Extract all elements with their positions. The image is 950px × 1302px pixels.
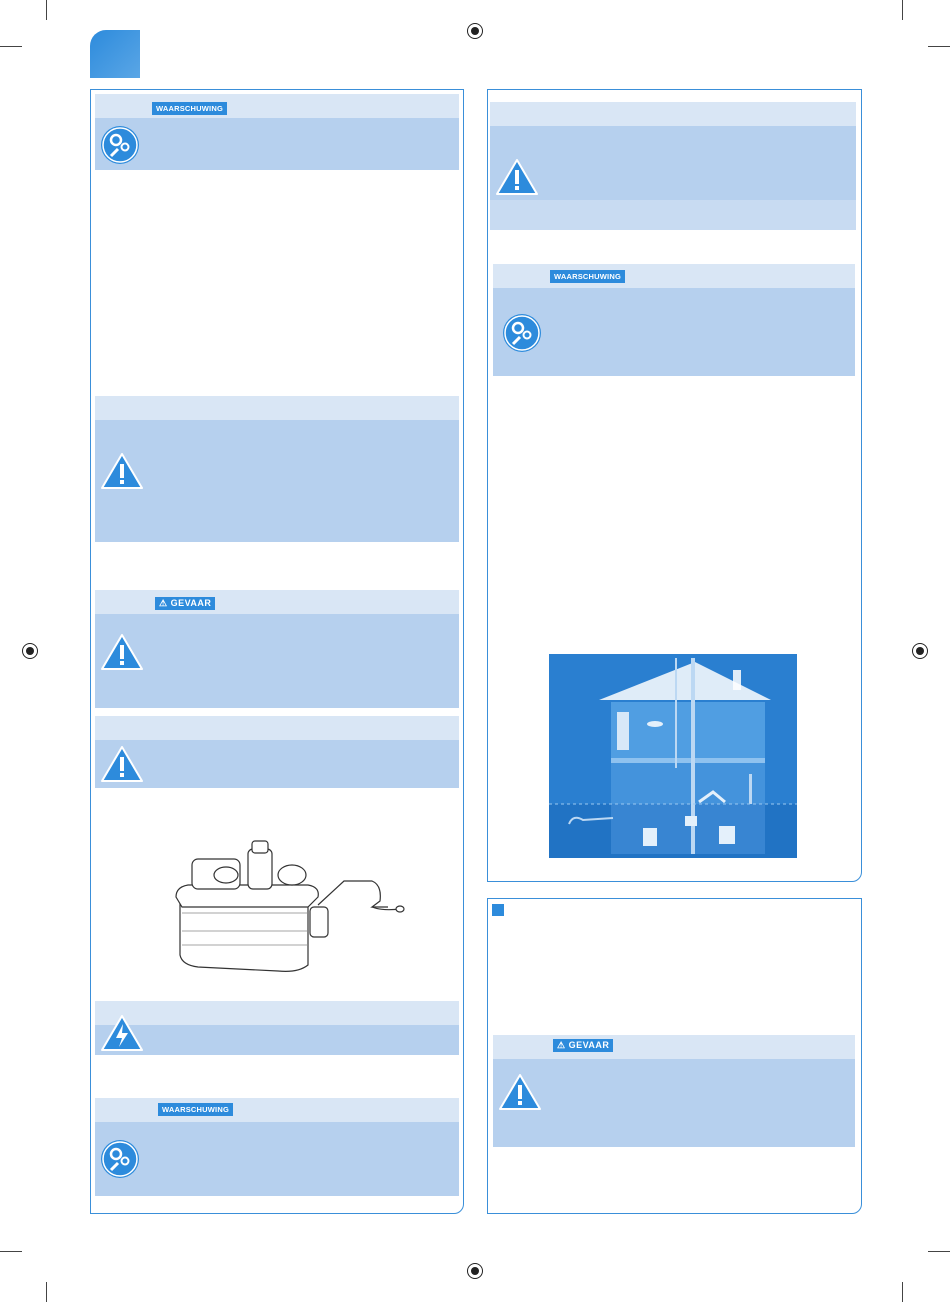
house-installation-illustration <box>549 654 797 858</box>
danger-label: GEVAAR <box>568 1040 610 1050</box>
danger-label: GEVAAR <box>170 598 212 608</box>
warning-panel-header <box>493 264 855 288</box>
danger-panel-header <box>95 590 459 614</box>
registration-mark-icon <box>912 643 928 659</box>
danger-panel-body <box>493 1059 855 1147</box>
panel-body <box>490 126 856 200</box>
section-marker <box>492 904 504 916</box>
warning-triangle-icon <box>495 158 539 196</box>
panel-header <box>95 396 459 420</box>
panel-header <box>95 1001 459 1025</box>
registration-mark-icon <box>22 643 38 659</box>
warning-panel-body <box>95 118 459 170</box>
panel-body <box>95 1025 459 1055</box>
pump-illustration <box>168 835 408 975</box>
gear-wrench-icon <box>101 1140 139 1178</box>
registration-mark-icon <box>467 23 483 39</box>
section-tab <box>90 30 140 78</box>
warning-badge: WAARSCHUWING <box>158 1103 233 1116</box>
gear-wrench-icon <box>101 126 139 164</box>
warning-panel-header <box>95 1098 459 1122</box>
registration-mark-icon <box>467 1263 483 1279</box>
danger-panel-body <box>95 614 459 708</box>
warning-triangle-icon <box>498 1073 542 1111</box>
warning-badge: WAARSCHUWING <box>550 270 625 283</box>
warning-badge: WAARSCHUWING <box>152 102 227 115</box>
warning-triangle-icon <box>100 633 144 671</box>
warning-panel-header <box>95 94 459 118</box>
warning-triangle-icon <box>100 745 144 783</box>
gear-wrench-icon <box>503 314 541 352</box>
danger-badge <box>155 597 215 610</box>
danger-badge <box>553 1039 613 1052</box>
panel-body <box>95 740 459 788</box>
warning-panel-body <box>493 288 855 376</box>
electric-hazard-icon <box>100 1014 144 1052</box>
danger-panel-header <box>493 1035 855 1059</box>
warning-panel-body <box>95 1122 459 1196</box>
panel-footer <box>490 200 856 230</box>
danger-icon: ⚠ <box>159 598 171 608</box>
danger-icon: ⚠ <box>557 1040 569 1050</box>
panel-body <box>95 420 459 542</box>
panel-header <box>95 716 459 740</box>
panel-header <box>490 102 856 126</box>
warning-triangle-icon <box>100 452 144 490</box>
